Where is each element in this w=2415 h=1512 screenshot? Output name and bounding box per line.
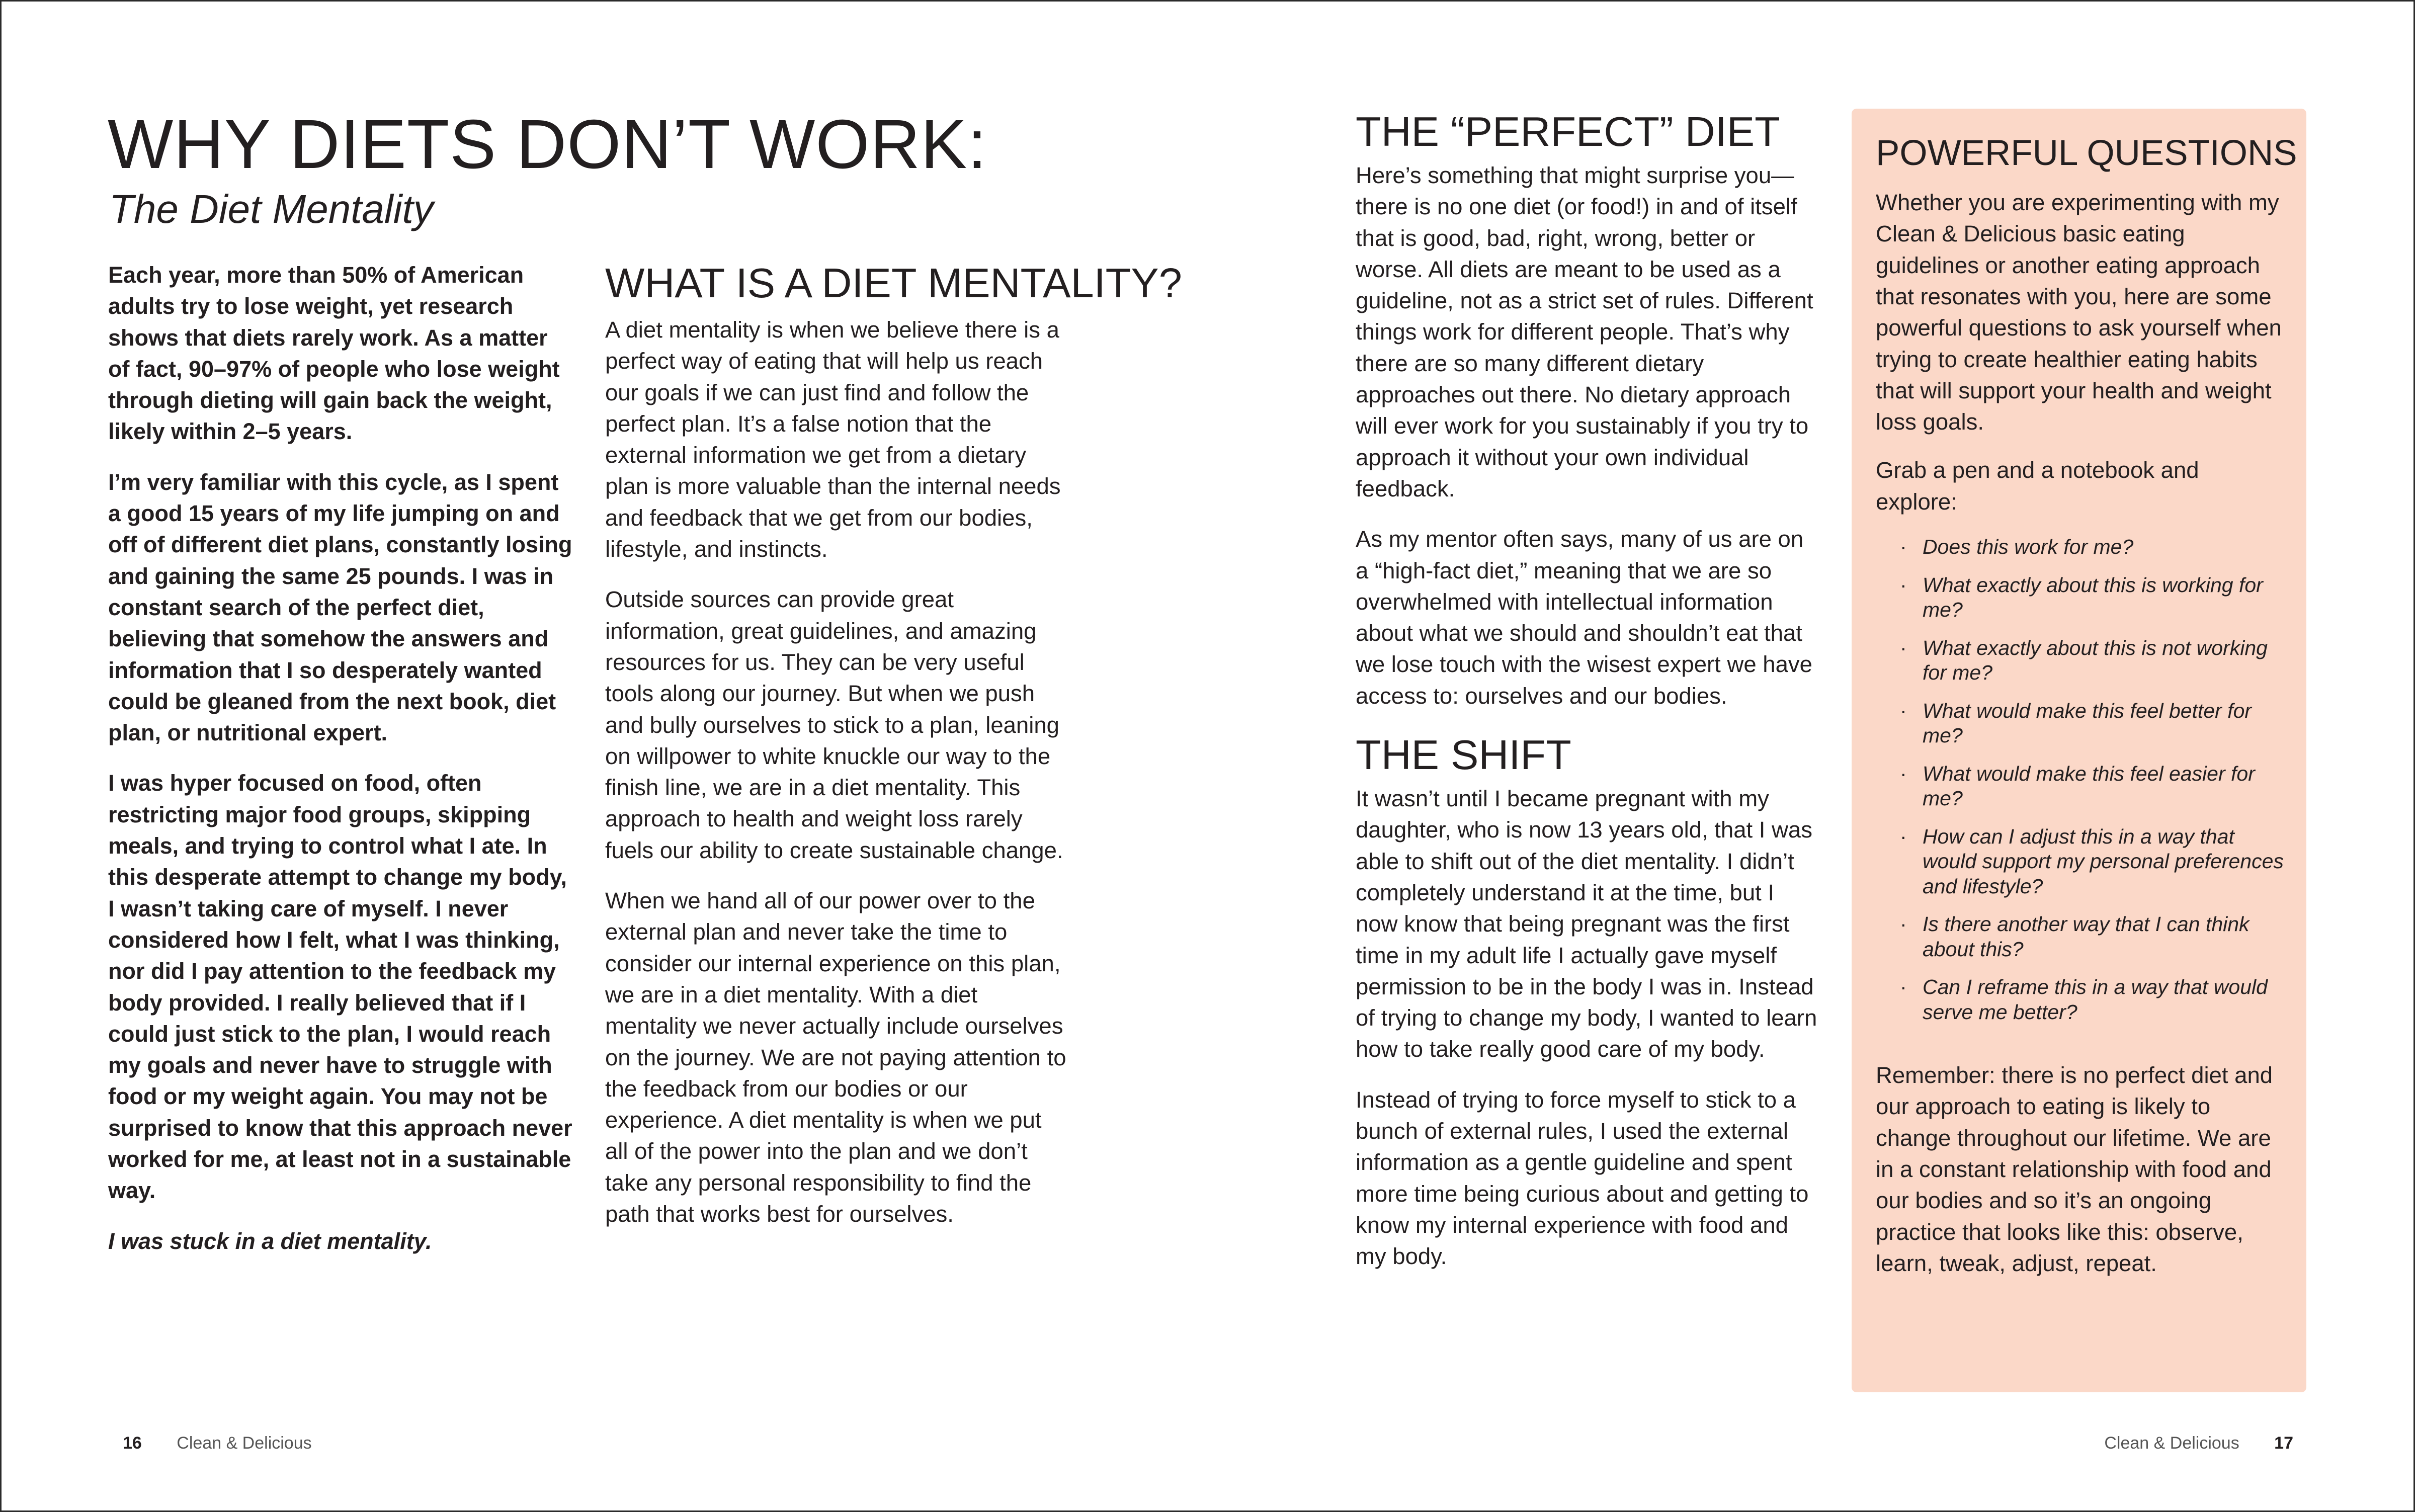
body-paragraph: Outside sources can provide great information, great guidelines, and amazing resources for us. They can be very useful tools along our journey. But when we push and bully ourselves to stick to a plan, leaning on willpower to white knuckle our way to the finish line, we are in a diet mentality. This approach to health and weight loss rarely fuels our ability to create sustainable change. [605, 586, 1063, 863]
question-item: · Does this work for me? [1900, 535, 2286, 560]
diet-mentality-column [605, 259, 1182, 1249]
powerful-questions-sidebar [1852, 109, 2306, 1392]
body-paragraph: When we hand all of our power over to the external plan and never take the time to consider our internal experience on this plan, we are in a diet mentality. With a diet mentality we never actually include ourselves on the journey. We are not paying attention to the feedback from our bodies or our experience. A diet mentality is when we put all of the power into the plan and we don’t take any personal responsibility to find the path that works best for ourselves. [605, 888, 1066, 1227]
body-paragraph: A diet mentality is when we believe there is a perfect way of eating that will help us reach our goals if we can just find and follow the perfect plan. It’s a false notion that the external information we get from a dietary plan is more valuable than the internal needs and feedback that we get from our bodies, lifestyle, and instincts. [605, 317, 1061, 562]
bullet-icon: · [1900, 535, 1907, 559]
section-heading-diet-mentality: WHAT IS A DIET MENTALITY? [605, 260, 1182, 306]
bullet-icon: · [1900, 762, 1907, 785]
question-item: · What would make this feel easier for me? [1900, 762, 2255, 810]
bullet-icon: · [1900, 636, 1907, 659]
running-title: Clean & Delicious [2104, 1434, 2239, 1453]
section-heading-shift: THE SHIFT [1356, 731, 1571, 779]
closing-line: I was stuck in a diet mentality. [108, 1228, 432, 1254]
left-footer [123, 1432, 312, 1454]
page-number: 17 [2274, 1434, 2293, 1453]
question-item: · Can I reframe this in a way that would serve me better? [1900, 975, 2268, 1024]
bullet-icon: · [1900, 573, 1907, 597]
sidebar-prompt: Grab a pen and a notebook and explore: [1876, 457, 2199, 515]
body-paragraph: As my mentor often says, many of us are on a “high-fact diet,” meaning that we are so overwhelmed with intellectual information about what we should and shouldn’t eat that we lose touch with the wisest expert we have access to: ourselves and our bodies. [1356, 526, 1812, 709]
sidebar-closing: Remember: there is no perfect diet and our approach to eating is likely to change throughout our lifetime. We are in a constant relationship with food and our bodies and so it’s an ongoing practice that looks like this: observe, learn, tweak, adjust, repeat. [1876, 1062, 2273, 1276]
intro-paragraph: I’m very familiar with this cycle, as I spent a good 15 years of my life jumping on and off of different diet plans, constantly losing and gaining the same 25 pounds. I was in constant search of the perfect diet, believing that somehow the answers and information that I so desperately wanted could be gleaned from the next book, diet plan, or nutritional expert. [108, 469, 572, 746]
bullet-icon: · [1900, 912, 1907, 936]
chapter-title: WHY DIETS DON’T WORK: [108, 106, 987, 183]
question-item: · What exactly about this is working for me? [1900, 573, 2263, 622]
intro-paragraph: Each year, more than 50% of American adults try to lose weight, yet research shows that diets rarely work. As a matter of fact, 90–97% of people who lose weight through dieting will gain back the weight, likely within 2–5 years. [108, 262, 560, 445]
chapter-subtitle: The Diet Mentality [109, 187, 434, 231]
page-number: 16 [123, 1434, 142, 1453]
right-footer [2104, 1432, 2293, 1454]
body-paragraph: Here’s something that might surprise you—there is no one diet (or food!) in and of itself that is good, bad, right, wrong, better or worse. All diets are meant to be used as a guideline, not as a strict set of rules. Different things work for different people. That’s why there are so many different dietary approaches out there. No dietary approach will ever work for you sustainably if you try to approach it without your own individual feedback. [1356, 162, 1813, 501]
body-paragraph: It wasn’t until I became pregnant with my daughter, who is now 13 years old, that I was able to shift out of the diet mentality. I didn’t completely understand it at the time, but I now know that being pregnant was the first time in my adult life I actually gave myself permission to be in the body I was in. Instead of trying to change my body, I wanted to learn how to take really good care of my body. [1356, 786, 1817, 1062]
intro-column [108, 260, 573, 1276]
question-item: · Is there another way that I can think about this? [1900, 912, 2250, 961]
bullet-icon: · [1900, 975, 1907, 999]
question-item: · What exactly about this is not working for me? [1900, 636, 2268, 685]
running-title: Clean & Delicious [177, 1434, 312, 1453]
question-list [1876, 535, 2286, 1025]
intro-paragraph: I was hyper focused on food, often restricting major food groups, skipping meals, and trying to control what I ate. In this desperate attempt to change my body, I wasn’t taking care of myself. I never considered how I felt, what I was thinking, nor did I pay attention to the feedback my body provided. I really believed that if I could just stick to the plan, I would reach my goals and never have to struggle with food or my weight again. You may not be surprised to know that this approach never worked for me, at least not in a sustainable way. [108, 770, 572, 1204]
main-right-column [1356, 108, 1818, 1292]
body-paragraph: Instead of trying to force myself to stick to a bunch of external rules, I used the external information as a gentle guideline and spent more time being curious about and getting to know my internal experience with food and my body. [1356, 1086, 1809, 1270]
question-item: · How can I adjust this in a way that would support my personal preferences and lifestyle? [1900, 824, 2284, 898]
sidebar-intro: Whether you are experimenting with my Clean & Delicious basic eating guidelines or another eating approach that resonates with you, here are some powerful questions to ask yourself when trying to create healthier eating habits that will support your health and weight loss goals. [1876, 190, 2282, 435]
question-item: · What would make this feel better for me? [1900, 699, 2252, 747]
sidebar-heading: POWERFUL QUESTIONS [1876, 133, 2297, 173]
section-heading-perfect-diet: THE “PERFECT” DIET [1356, 108, 1780, 155]
bullet-icon: · [1900, 699, 1907, 722]
bullet-icon: · [1900, 824, 1907, 848]
